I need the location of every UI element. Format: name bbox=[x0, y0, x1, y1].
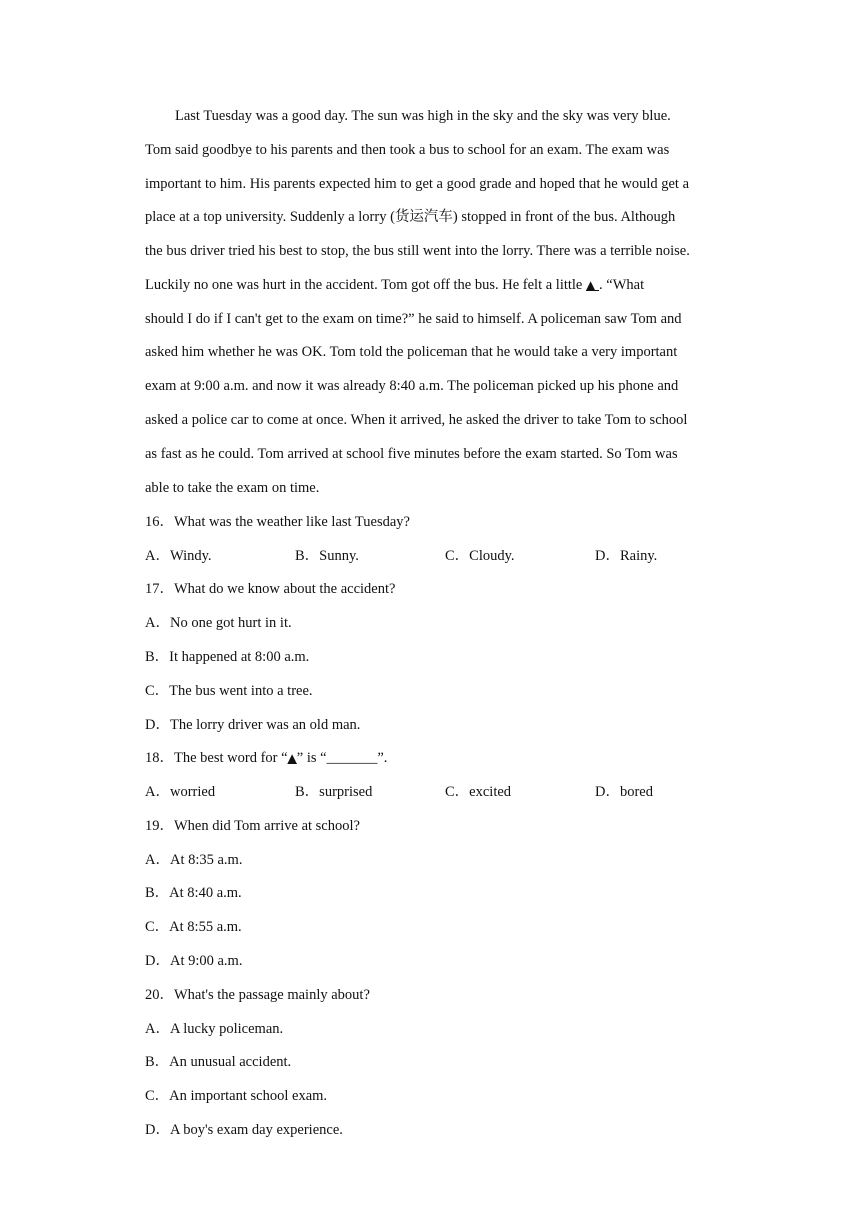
answer-option[interactable]: B．At 8:40 a.m. bbox=[145, 885, 242, 901]
answer-option[interactable]: C．excited bbox=[445, 784, 512, 800]
answer-option[interactable]: D．At 9:00 a.m. bbox=[145, 953, 243, 969]
passage-line: exam at 9:00 a.m. and now it was already 8:40 a.m. The policeman picked up his phone and bbox=[145, 378, 679, 394]
answer-option[interactable]: B．Sunny. bbox=[295, 548, 359, 564]
answer-option[interactable]: D．The lorry driver was an old man. bbox=[145, 717, 361, 733]
passage-line: Tom said goodbye to his parents and then took a bus to school for an exam. The exam was bbox=[145, 142, 670, 158]
answer-option[interactable]: C．At 8:55 a.m. bbox=[145, 919, 242, 935]
passage-line: able to take the exam on time. bbox=[145, 480, 320, 496]
answer-blank-marker: ▲ bbox=[287, 751, 297, 765]
answer-option[interactable]: C．Cloudy. bbox=[445, 548, 515, 564]
passage-line: as fast as he could. Tom arrived at school five minutes before the exam started. So Tom was bbox=[145, 446, 678, 462]
answer-option[interactable]: D．bored bbox=[595, 784, 653, 800]
question-stem: 16．What was the weather like last Tuesday? bbox=[145, 514, 410, 530]
answer-option[interactable]: C．An important school exam. bbox=[145, 1088, 328, 1104]
answer-option[interactable]: B．surprised bbox=[295, 784, 373, 800]
passage-line: should I do if I can't get to the exam on time?” he said to himself. A policeman saw Tom and bbox=[145, 311, 682, 327]
passage-line: asked him whether he was OK. Tom told the policeman that he would take a very important bbox=[145, 344, 678, 360]
answer-option[interactable]: C．The bus went into a tree. bbox=[145, 683, 313, 699]
answer-blank-marker: ▲ bbox=[586, 278, 600, 292]
answer-option[interactable]: D．A boy's exam day experience. bbox=[145, 1122, 343, 1138]
passage-line: place at a top university. Suddenly a lorry (货运汽车) stopped in front of the bus. Although bbox=[145, 209, 676, 225]
answer-option[interactable]: A．A lucky policeman. bbox=[145, 1021, 284, 1037]
answer-option[interactable]: D．Rainy. bbox=[595, 548, 658, 564]
stem-text: 18．The best word for “ bbox=[145, 750, 288, 766]
stem-text: ” is “_______”. bbox=[296, 750, 388, 766]
passage-line: Last Tuesday was a good day. The sun was high in the sky and the sky was very blue. bbox=[175, 108, 671, 124]
question-stem: 20．What's the passage mainly about? bbox=[145, 987, 370, 1003]
answer-option[interactable]: A．Windy. bbox=[145, 548, 212, 564]
answer-option[interactable]: A．No one got hurt in it. bbox=[145, 615, 292, 631]
answer-option[interactable]: A．worried bbox=[145, 784, 216, 800]
answer-option[interactable]: A．At 8:35 a.m. bbox=[145, 852, 243, 868]
passage-text: Luckily no one was hurt in the accident. Tom got off the bus. He felt a little bbox=[145, 277, 586, 293]
passage-line-with-blank bbox=[145, 275, 644, 295]
question-stem bbox=[145, 748, 387, 768]
answer-option[interactable]: B．An unusual accident. bbox=[145, 1054, 292, 1070]
passage-text: . “What bbox=[599, 277, 645, 293]
passage-line: asked a police car to come at once. When it arrived, he asked the driver to take Tom to school bbox=[145, 412, 688, 428]
passage-line: the bus driver tried his best to stop, the bus still went into the lorry. There was a terrible noise. bbox=[145, 243, 690, 259]
passage-line: important to him. His parents expected him to get a good grade and hoped that he would get a bbox=[145, 176, 690, 192]
question-stem: 19．When did Tom arrive at school? bbox=[145, 818, 360, 834]
question-stem: 17．What do we know about the accident? bbox=[145, 581, 396, 597]
answer-option[interactable]: B．It happened at 8:00 a.m. bbox=[145, 649, 310, 665]
